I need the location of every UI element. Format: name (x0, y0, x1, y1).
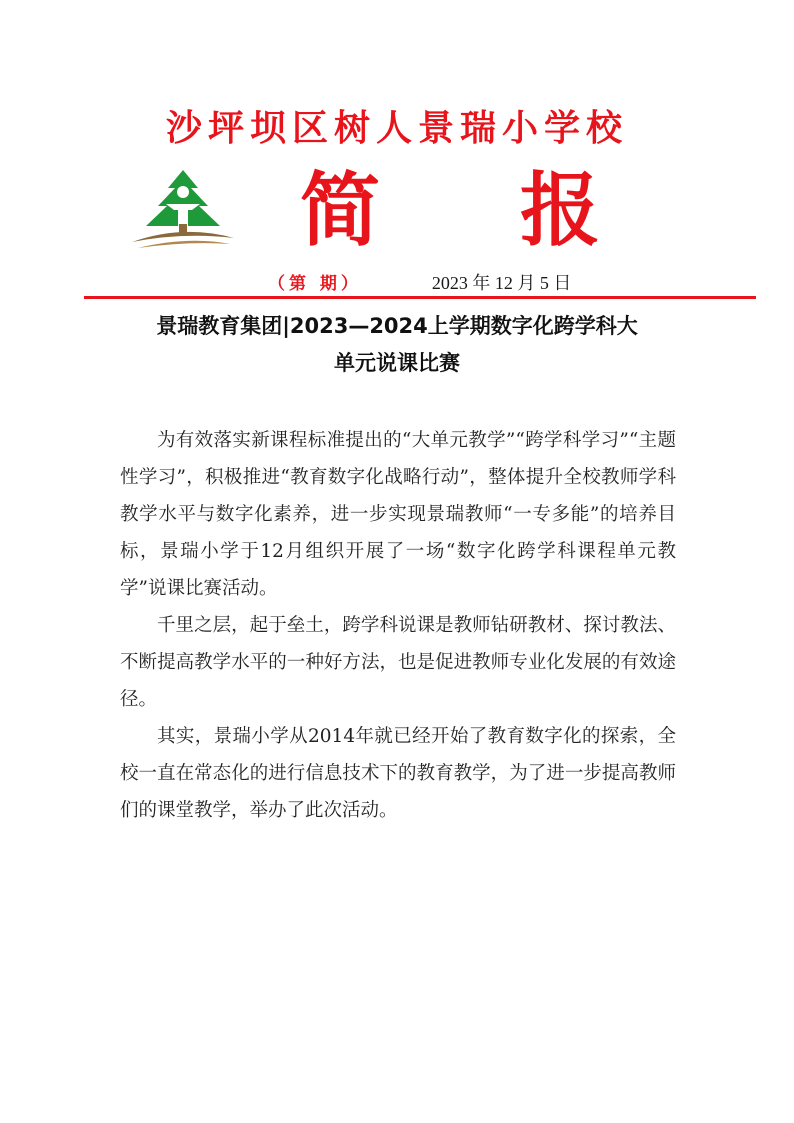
brief-title-char-1: 简 (300, 163, 380, 257)
article-paragraph: 其实，景瑞小学从2014年就已经开始了教育数字化的探索，全校一直在常态化的进行信息技术下的教育教学，为了进一步提高教师们的课堂教学，举办了此次活动。 (120, 726, 676, 821)
brief-title (300, 160, 600, 260)
issue-line (268, 268, 571, 298)
article-title (100, 308, 694, 382)
issue-date: 2023 年 12 月 5 日 (431, 273, 572, 293)
school-logo-icon (128, 168, 238, 252)
issue-number: （第 期） (268, 274, 362, 294)
brief-title-char-2: 报 (520, 163, 600, 257)
article-body (120, 422, 676, 829)
school-name: 沙坪坝区树人景瑞小学校 (165, 107, 628, 149)
article-title-line-2: 单元说课比赛 (334, 351, 460, 375)
article-paragraph: 为有效落实新课程标准提出的“大单元教学”“跨学科学习”“主题性学习”，积极推进“教育数字化战略行动”，整体提升全校教师学科教学水平与数字化素养，进一步实现景瑞教师“一专多能”的培养目标，景瑞小学于12月组织开展了一场“数字化跨学科课程单元教学”说课比赛活动。 (120, 430, 676, 599)
header-divider (84, 296, 756, 299)
article-title-line-1: 景瑞教育集团|2023—2024上学期数字化跨学科大 (156, 314, 638, 338)
article-paragraph: 千里之层，起于垒土，跨学科说课是教师钻研教材、探讨教法、不断提高教学水平的一种好方法，也是促进教师专业化发展的有效途径。 (120, 615, 676, 710)
